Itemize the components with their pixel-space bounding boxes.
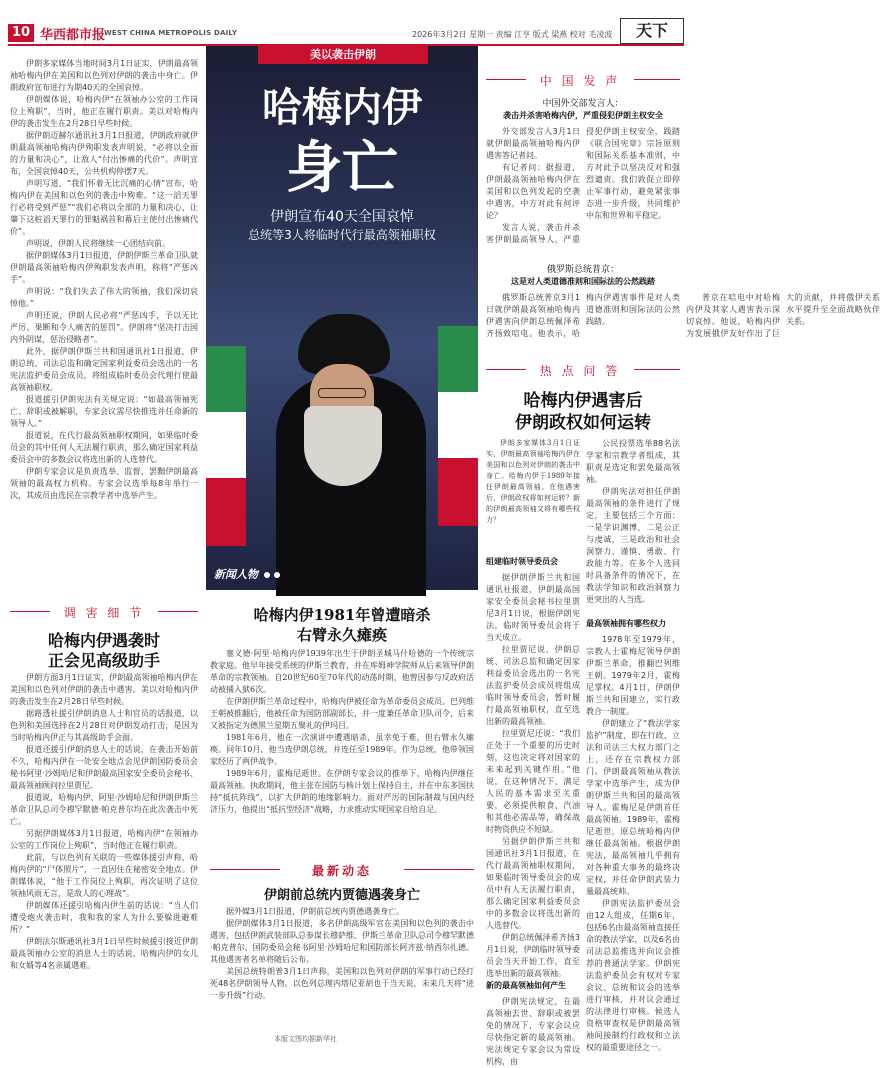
flag-stripe (438, 326, 478, 526)
paragraph: 公民投票选举88名法学家和宗教学者组成，其职责是选定和罢免最高领袖。 (586, 439, 680, 484)
details-headline-1: 哈梅内伊遇袭时 (47, 631, 160, 650)
paragraph: 报道还援引伊朗消息人士的话说，在袭击开始前不久，哈梅内伊在一处安全地点会见伊朗国防委员会秘书阿里·沙姆哈尼和伊朗最高国家安全委员会秘书、最高领袖顾问拉里贾尼。 (10, 745, 198, 790)
paragraph: 另据伊朗媒体3月1日报道，哈梅内伊“在领袖办公室的工作岗位上殉职”，当时他正在履行职责。 (10, 829, 198, 850)
newspaper-logo: 华西都市报 (40, 28, 106, 43)
qa-section-1-body (486, 572, 580, 976)
hero-subtitle-2: 总统等3人将临时代行最高领袖职权 (248, 228, 436, 242)
paragraph: 塞义德·阿里·哈梅内伊1939年出生于伊朗圣城马什哈德的一个传统宗教家庭。他早年接受系统的伊斯兰教育，并在库姆神学院师从后来领导伊朗革命的宗教领袖。自20世纪60至70年代的动荡时期，他曾因参与反政府活动被捕入狱6次。 (210, 649, 474, 694)
qa-headline-2: 伊朗政权如何运转 (515, 413, 651, 433)
center-article-body (210, 648, 474, 858)
qa-section-2-body (486, 996, 580, 1066)
flag-stripe (206, 346, 246, 546)
qa-subhead-3: 最高领袖拥有哪些权力 (586, 619, 666, 628)
tag-line-left (210, 869, 280, 870)
russia-kicker: 俄罗斯总统普京： (546, 265, 619, 275)
paragraph: 外交部发言人3月1日就伊朗最高领袖哈梅内伊遇害答记者问。 (486, 127, 580, 160)
masthead (0, 0, 690, 44)
paragraph: 声明说，伊朗人民将继续一心团结向前。 (26, 239, 170, 248)
paragraph: 据伊朗迈赫尔通讯社3月1日报道，伊朗政府就伊朗最高领袖哈梅内伊殉职发表声明说，“必将以全面的力量和决心”，让敌人“付出惨痛的代价”。声明宣布，全国哀悼40天，公共机构停摆7天。 (10, 131, 198, 176)
paragraph: 另据伊朗伊斯兰共和国通讯社3月1日报道，在代行最高领袖职权期间，如果临时领导委员会的成员中有人无法履行职责，那么确定国家利益委员会中的多数会议将选出新的人选替代。 (486, 837, 580, 930)
section-tag-china: 中 国 发 声 (539, 74, 621, 88)
center-headline-1: 哈梅内伊1981年曾遭暗杀 (253, 606, 431, 624)
hero-subtitle-1: 伊朗宣布40天全国哀悼 (270, 209, 414, 225)
newspaper-logo-en: WEST CHINA METROPOLIS DAILY (104, 29, 238, 37)
paragraph: 伊朗宪法监护委员会由12人组成，任期6年，包括6名由最高领袖直接任命的教法学家，以及6名由司法总监推选并向议会推荐的普通法学家。伊朗宪法监护委员会有权对专家会议、总统和议会的选举进行审核，并对议会通过的法律进行审核。候选人资格审查权是伊朗最高领袖间接制约行政权和立法权的最重要途径之一。 (586, 899, 680, 1052)
paragraph: 伊朗媒体说，哈梅内伊“在领袖办公室的工作岗位上殉职”，当时，他正在履行职责。美以对哈梅内伊的袭击发生在2月28日早些时候。 (10, 95, 198, 128)
paragraph: 1989年6月，霍梅尼逝世。在伊朗专家会议的推举下，哈梅内伊继任最高领袖。执政期间，他主张在国防与核计划上保持自主，并在中东多国扶持“抵抗阵线”，以扩大伊朗的地缘影响力。面对严厉的国际制裁与国内经济压力，他提出“抵抗型经济”战略，力求推动实现国家自给自足。 (210, 769, 474, 814)
section-tag-latest: 最新动态 (311, 864, 372, 878)
tag-line-right (158, 611, 198, 612)
hero-title-1: 哈梅内伊 (262, 84, 422, 131)
china-article-body (486, 126, 680, 258)
paragraph: 据伊朗媒体3月1日报道，多名伊朗高级军官在美国和以色列的袭击中遇害，包括伊朗武装部队总参谋长穆萨维、伊斯兰革命卫队总司令穆罕默德·帕克普尔、国防委员会秘书阿里·沙姆哈尼和国防部长阿齐兹·纳西尔扎德。其他遇害者名单将随后公布。 (210, 919, 474, 964)
paragraph: 拉里贾尼说，伊朗总统、司法总监和确定国家利益委员会选出的一名宪法监护委员会成员将组成临时领导委员会，暂时履行最高领袖职权，直至选出新的最高领袖。 (486, 645, 580, 726)
latest-headline: 伊朗前总统内贾德遇袭身亡 (263, 888, 420, 903)
date-line: 2026年3月2日 星期一 责编 江亨 版式 梁燕 校对 毛凌波 (412, 30, 613, 39)
tag-line-left (486, 79, 526, 80)
tag-line-left (10, 611, 50, 612)
paragraph: 报道援引伊朗宪法有关规定说：“如最高领袖死亡、辞职或被解职，专家会议需尽快推选并任命新的领导人。” (10, 395, 198, 428)
russia-headline: 这是对人类道德准则和国际法的公然践踏 (511, 276, 655, 286)
china-kicker: 中国外交部发言人： (542, 99, 624, 109)
paragraph: 此前，与以色列有关联的一些媒体援引声称，哈梅内伊的“尸体照片”，一直因住在秘密安全地点。伊朗媒体说，“他于工作岗位上殉职，再次证明了这位领袖风雨无言，是敌人的心理战”。 (10, 853, 198, 898)
paragraph: 俄罗斯总统普京3月1日就伊朗最高领袖哈梅内伊遇害向伊朗总统佩泽希齐扬致唁电。他表示，哈梅内伊遇害事件是对人类道德准则和国际法的公然践踏。 (486, 293, 680, 338)
paragraph: 有记者问：据报道，伊朗最高领袖哈梅内伊在美国和以色列发起的空袭中遇害，中方对此有何评论？ (486, 163, 580, 220)
qa-intro: 伊朗多家媒体3月1日证实，伊朗最高领袖哈梅内伊在美国和以色列对伊朗的袭击中身亡。哈梅内伊于1989年接任伊朗最高领袖。在他遇害后，伊朗政权将如何运转？新的伊朗最高领袖又将有哪些权力？ (486, 439, 580, 524)
paragraph: 据路透社援引伊朗消息人士和官员的话报道，以色列和美国选择在2月28日对伊朗发动打击，是因为当时哈梅内伊正与其高级助手会面。 (10, 709, 198, 742)
portrait-beard (304, 406, 382, 486)
latest-article-body (210, 906, 474, 1030)
paragraph: 伊朗媒体还援引哈梅内伊生前的话说：“当人们遭受炮火袭击时，我和我的家人为什么要躲进避难所？” (10, 901, 198, 934)
paragraph: 1981年6月，他在一次演讲中遭遇暗杀，虽幸免于难，但右臂永久瘫痪。同年10月，他当选伊朗总统，并连任至1989年。作为总统，他带领国家经历了两伊战争。 (210, 733, 474, 766)
section-tag-details: 调 害 细 节 (63, 606, 145, 620)
tag-line-right (634, 79, 680, 80)
tag-line-right (404, 869, 474, 870)
section-tag-qa: 热 点 问 答 (539, 364, 621, 378)
qa-section-3-body (586, 634, 680, 1052)
paragraph: 此外，据伊朗伊斯兰共和国通讯社1日报道，伊朗总统、司法总监和确定国家利益委员会选出的一名宪法监护委员会成员，将组成临时委员会代理行使最高领袖职权。 (10, 347, 198, 392)
paragraph: 伊朗法尔斯通讯社3月1日早些时候援引接近伊朗最高领袖办公室的消息人士的话说，哈梅内伊的女儿和女婿等4名亲属遇难。 (10, 937, 198, 970)
page-number: 10 (8, 24, 34, 42)
china-headline: 袭击并杀害哈梅内伊，严重侵犯伊朗主权安全 (503, 110, 663, 120)
paragraph: 伊朗宪法规定，在最高领袖去世、辞职或被罢免的情况下，专家会议应尽快指定新的最高领袖。宪法规定专家会议为常设机构，由 (486, 997, 580, 1066)
hero-title-2: 身亡 (286, 135, 398, 201)
paragraph: 普京在唁电中对哈梅内伊及其家人遇害表示深切哀悼。他说，哈梅内伊为发展俄伊友好作出了巨大的贡献，并将俄伊关系水平提升至全面战略伙伴关系。 (686, 293, 880, 338)
paragraph: 伊朗多家媒体当地时间3月1日证实，伊朗最高领袖哈梅内伊在美国和以色列对伊朗的袭击中身亡。伊朗政府宣布进行为期40天的全国哀悼。 (10, 59, 198, 92)
source-credit: 本版文图均据新华社 (274, 1035, 337, 1043)
paragraph: 伊朗总统佩泽希齐扬3月1日说，伊朗临时领导委员会当天开始工作，直至选举出新的最高领袖。 (486, 933, 580, 978)
paragraph: 伊朗建立了“教法学家监护”制度，即在行政、立法和司法三大权力部门之上，还存在宗教权力部门。伊朗最高领袖从教法学家中选举产生，成为伊朗伊斯兰共和国的最高领导人。霍梅尼是伊朗首任最高领袖。1989年，霍梅尼逝世，原总统哈梅内伊继任最高领袖。根据伊朗宪法，最高领袖几乎拥有对各种重大事务的最终决定权，并任命伊朗武装力量最高统帅。 (586, 719, 680, 896)
paragraph: 伊朗方面3月1日证实，伊朗最高领袖哈梅内伊在美国和以色列对伊朗的袭击中遇害。美以对哈梅内伊的袭击发生在2月28日早些时候。 (10, 673, 198, 706)
section-name: 天下 (620, 18, 684, 44)
center-headline-2: 右臂永久瘫痪 (296, 626, 387, 644)
tag-line-right (634, 369, 680, 370)
details-headline-2: 正会见高级助手 (47, 651, 160, 670)
paragraph: 拉里贾尼还说：“我们正处于一个重要的历史时刻，这也决定将对国家的未来起到关键作用。”他说，在这种情况下，满足人民的基本需求至关重要，必须提供粮食、汽油和其他必需品等，确保战时物资供应不短缺。 (486, 729, 580, 834)
paragraph: 声明说：“我们失去了伟大的领袖，我们深切哀悼他。” (10, 287, 198, 308)
tag-line-left (486, 369, 526, 370)
lead-article-body (10, 58, 198, 598)
paragraph: 美国总统特朗普3月1日声称，美国和以色列对伊朗的军事行动已经打死48名伊朗领导人物。以色列总理内塔尼亚胡也于当天说，未来几天将“进一步升级”行动。 (210, 967, 474, 1000)
paragraph: 据伊朗伊斯兰共和国通讯社报道，伊朗最高国家安全委员会秘书拉里贾尼3月1日说，根据伊朗宪法，临时领导委员会将于当天成立。 (486, 573, 580, 642)
paragraph: 伊朗宪法对担任伊朗最高领袖的条件进行了规定，主要包括三个方面：一是学识渊博，二是公正与虔诚，三是政治和社会洞察力、谨慎、勇敢、行政能力等。在多个人选同时具备条件的情况下，在教法学知识和政治洞察力更突出的人当选。 (586, 487, 680, 604)
paragraph: 发言人说，袭击并杀害伊朗最高领导人，严重侵犯伊朗主权安全，践踏《联合国宪章》宗旨原则和国际关系基本准则，中方对此予以坚决反对和强烈谴责。我们敦促立即停止军事行动，避免紧张事态进一步升级，共同维护中东和世界和平稳定。 (486, 127, 680, 244)
paragraph: 1978年至1979年，宗教人士霍梅尼领导伊朗伊斯兰革命，推翻巴列维王朝。1979年2月，霍梅尼掌权。4月1日，伊朗伊斯兰共和国建立，实行政教合一制度。 (586, 635, 680, 716)
paragraph: 据伊朗媒体3月1日报道，伊朗伊斯兰革命卫队就伊朗最高领袖哈梅内伊殉职发表声明，称将“严惩凶手”。 (10, 251, 198, 284)
portrait-glasses (318, 388, 366, 398)
paragraph: 声明写道，“我们怀着无比沉痛的心情”宣布，哈梅内伊在美国和以色列的袭击中殉难。“这一滔天罪行必将受到严惩”“我们必将以全部的力量和决心，让肇下这桩滔天罪行的罪魁祸首和幕后主使付出惨痛代价”。 (10, 179, 198, 236)
paragraph: 伊朗专家会议是负责选举、监督、罢黜伊朗最高领袖的最高权力机构。专家会议选举每8年举行一次，其成员由选民在宗教学者中选举产生。 (10, 467, 198, 500)
details-article-body (10, 672, 198, 1040)
qa-section-2-continued (586, 438, 680, 614)
paragraph: 报道说，在代行最高领袖职权期间，如果临时委员会的其中任何人无法履行职责，那么确定国家利益委员会中的多数会议将选出新的人选替代。 (10, 431, 198, 464)
paragraph: 据外媒3月1日报道，伊朗前总统内贾德遇袭身亡。 (226, 907, 405, 916)
paragraph: 在伊朗伊斯兰革命过程中，哈梅内伊被任命为革命委员会成员。巴列维王朝被推翻后，他被任命为国防部副部长，并一度兼任革命卫队司令，后来又被指定为德黑兰星期五聚礼的伊玛目。 (210, 697, 474, 730)
paragraph: 报道说，哈梅内伊、阿里·沙姆哈尼和伊朗伊斯兰革命卫队总司令穆罕默德·帕克普尔均在此次袭击中死亡。 (10, 793, 198, 826)
qa-subhead-2: 新的最高领袖如何产生 (486, 981, 566, 990)
hero-kicker: 美以袭击伊朗 (258, 46, 428, 64)
paragraph: 声明还说，伊朗人民必将“严惩凶手，予以无比严厉、果断和令人痛苦的惩罚”。伊朗将“坚决打击国内外阴谋，惩治侵略者”。 (10, 311, 198, 344)
qa-subhead-1: 组建临时领导委员会 (486, 557, 558, 566)
photo-label: 新闻人物 (214, 566, 282, 582)
russia-article-body (486, 292, 880, 350)
qa-headline-1: 哈梅内伊遇害后 (523, 391, 643, 411)
